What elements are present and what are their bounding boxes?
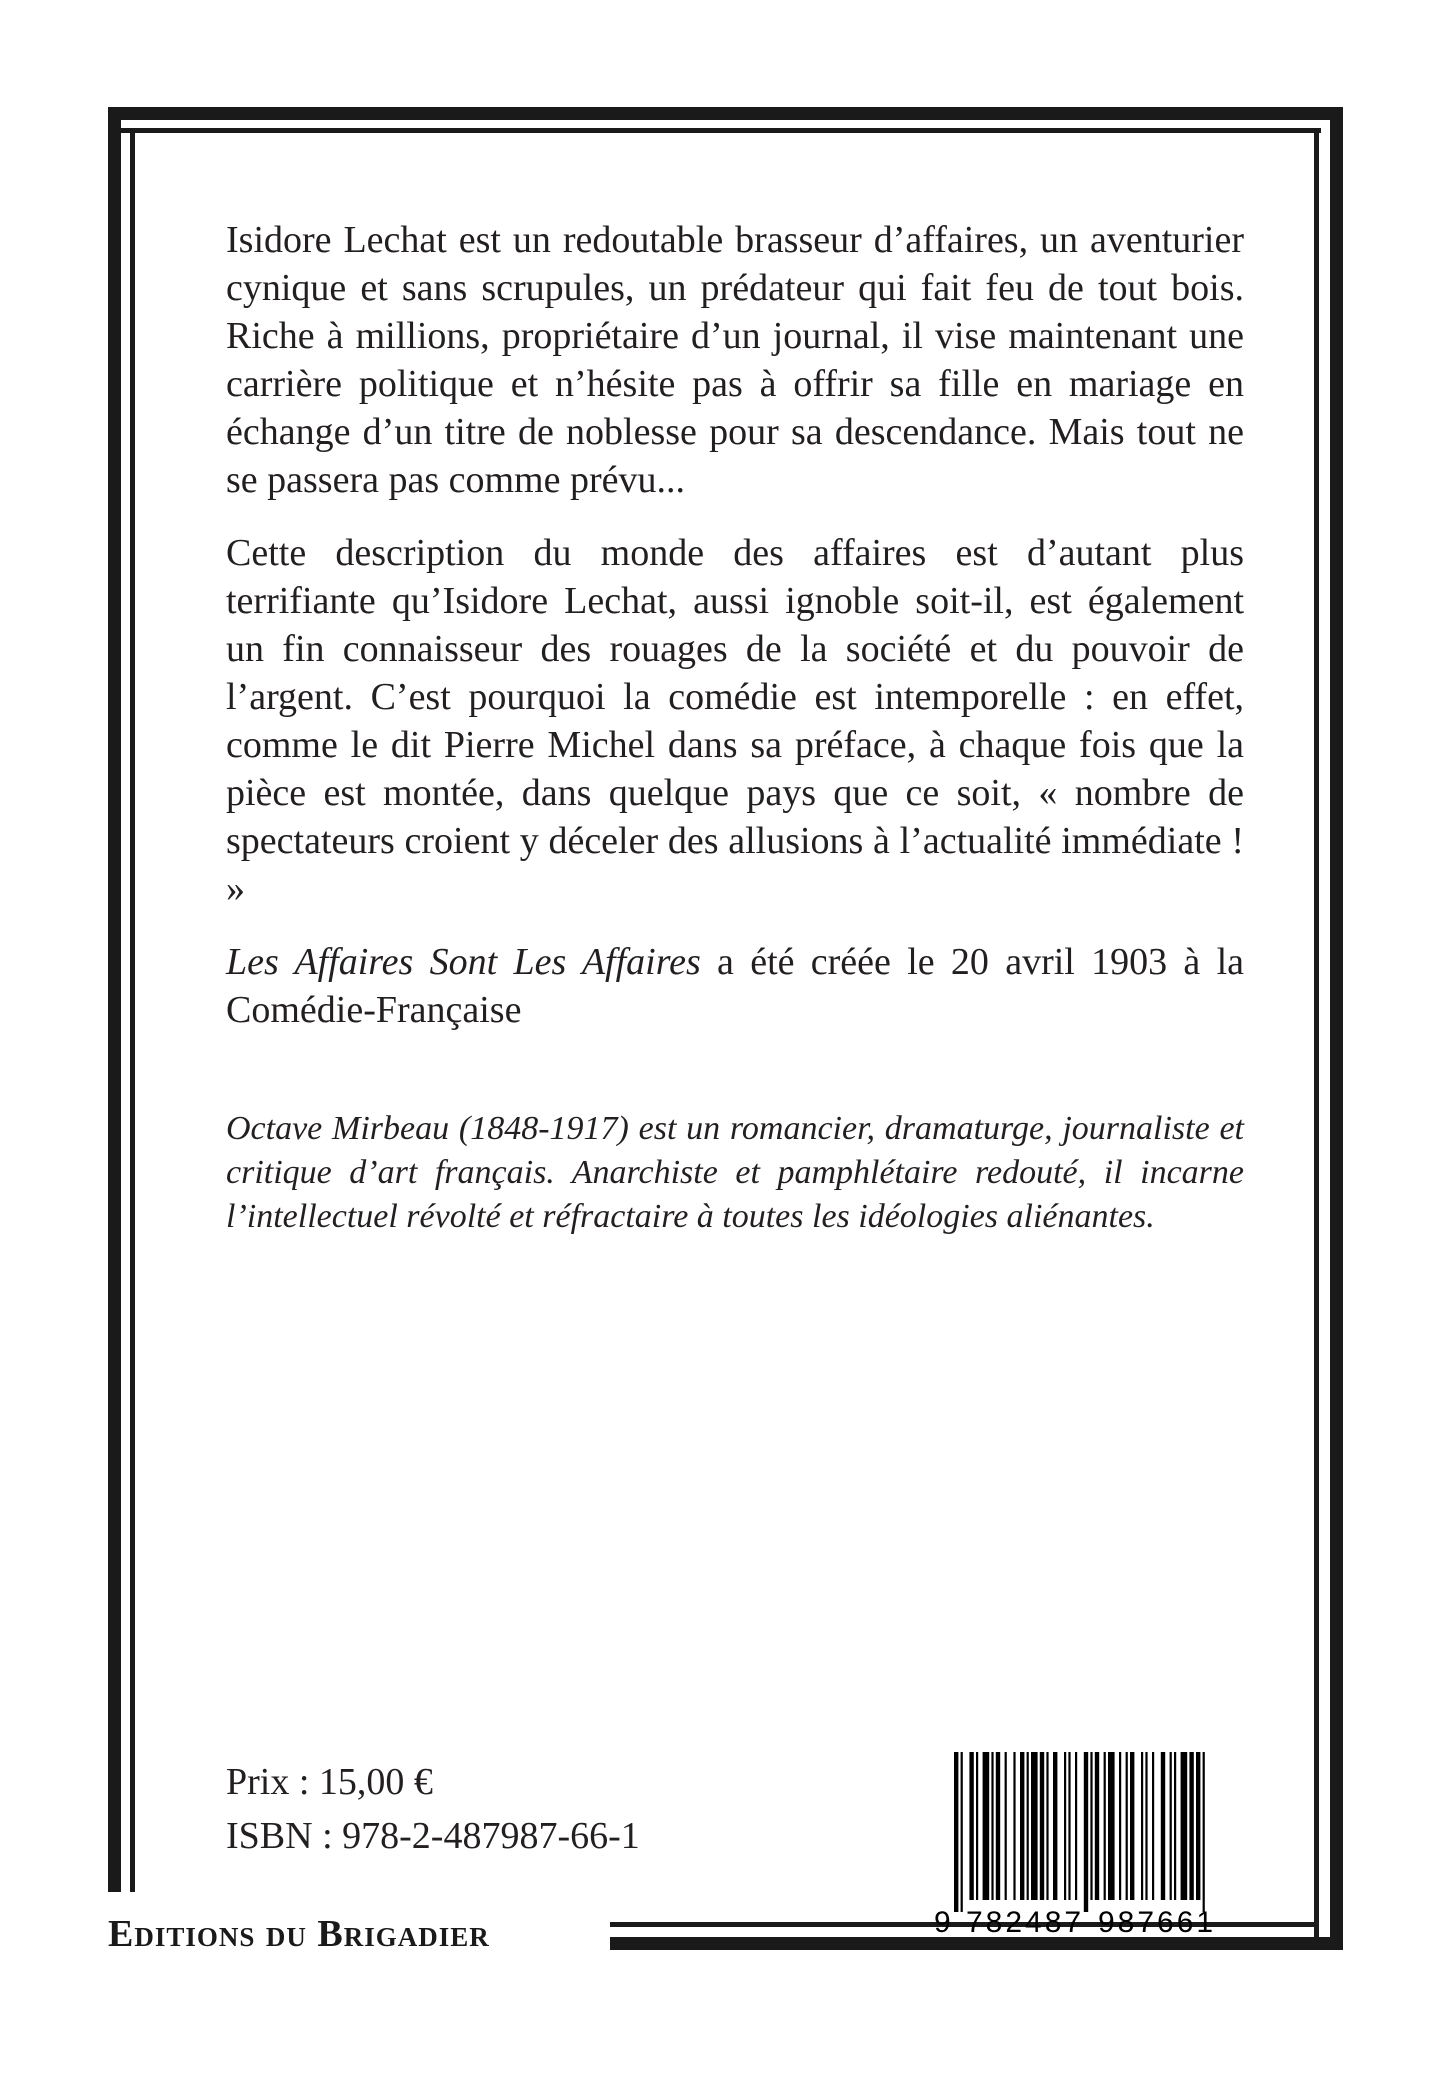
barcode-bar (1005, 1752, 1007, 1900)
publisher-name: Editions du Brigadier (108, 1913, 490, 1955)
frame-top-outer (108, 107, 1343, 120)
barcode-bar (1108, 1752, 1115, 1900)
barcode-bar (1196, 1752, 1200, 1900)
barcode-bar (969, 1752, 973, 1900)
isbn-barcode (922, 1750, 1238, 1940)
barcode-group-1: 782487 (966, 1906, 1085, 1939)
barcode-bar (1068, 1752, 1070, 1900)
barcode-bar (1104, 1752, 1106, 1900)
barcode-bar (996, 1752, 1000, 1900)
description-paragraph-2: Cette description du monde des affaires est d’autant plus terrifiante qu’Isidore Lechat, aussi ignoble soit-il, est également un fin connaisseur des rouages de la société et du pouvoir de l’argent. C’est pourquoi la comédie est intemporelle : en effet, comme le dit Pierre Michel dans sa préface, à chaque fois que la pièce est montée, dans quelque pays que ce soit, « nombre de spectateurs croient y déceler des allusions à l’actualité immédiate ! » (226, 532, 1244, 910)
barcode-bar (1170, 1752, 1172, 1900)
barcode-bar (1203, 1752, 1205, 1912)
author-bio: Octave Mirbeau (1848-1917) est un romancier, dramaturge, journaliste et critique d’art français. Anarchiste et pamphlétaire redouté, il incarne l’intellectuel révolté et réfractaire à toutes les idéologies aliénantes. (226, 1110, 1244, 1235)
barcode-bar (976, 1752, 978, 1900)
isbn: ISBN : 978-2-487987-66-1 (226, 1815, 640, 1857)
frame-right-outer (1330, 107, 1343, 1937)
barcode-bar (991, 1752, 993, 1900)
barcode-bar (983, 1752, 990, 1900)
frame-left-inner (130, 128, 135, 1892)
barcode-bar (1027, 1752, 1029, 1900)
barcode-bar (1020, 1752, 1024, 1900)
barcode-bar (1119, 1752, 1121, 1900)
barcode-first-digit: 9 (934, 1906, 951, 1939)
frame-left-outer (108, 107, 121, 1892)
barcode-bar (954, 1752, 958, 1912)
barcode-bar (1141, 1752, 1143, 1900)
barcode-bar (1152, 1752, 1154, 1900)
barcode-bar (1053, 1752, 1057, 1900)
barcode-bar (1075, 1752, 1077, 1900)
barcode-bar (1174, 1752, 1176, 1900)
frame-right-inner (1314, 128, 1319, 1937)
barcode-bar (1189, 1752, 1193, 1900)
barcode-bar (1046, 1752, 1048, 1900)
description-paragraph-1: Isidore Lechat est un redoutable brasseur d’affaires, un aventurier cynique et sans scrupules, un prédateur qui fait feu de tout bois. Riche à millions, propriétaire d’un journal, il vise maintenant une carrière politique et n’hésite pas à offrir sa fille en mariage en échange d’un titre de noblesse pour sa descendance. Mais tout ne se passera pas comme prévu... (226, 219, 1244, 501)
play-title: Les Affaires Sont Les Affaires (226, 941, 701, 983)
premiere-note (226, 938, 1244, 1034)
barcode-bar (1084, 1752, 1088, 1912)
barcode-bar (1013, 1752, 1015, 1900)
barcode-bar (1031, 1752, 1038, 1900)
barcode-group-2: 987661 (1098, 1906, 1217, 1939)
barcode-bar (1126, 1752, 1128, 1900)
price: Prix : 15,00 € (226, 1761, 433, 1803)
barcode-bar (1040, 1752, 1044, 1900)
barcode-bar (1145, 1752, 1147, 1900)
barcode-bar (1064, 1752, 1066, 1900)
frame-top-inner (108, 128, 1321, 133)
barcode-bar (1161, 1752, 1165, 1900)
barcode-bar (1090, 1752, 1092, 1900)
barcode-bar (961, 1752, 963, 1912)
barcode-bar (1095, 1752, 1099, 1900)
premiere-text: a été créée le 20 avril 1903 à la Comédie-Française (226, 941, 1244, 1031)
barcode-bar (1130, 1752, 1134, 1900)
barcode-bar (1181, 1752, 1188, 1900)
